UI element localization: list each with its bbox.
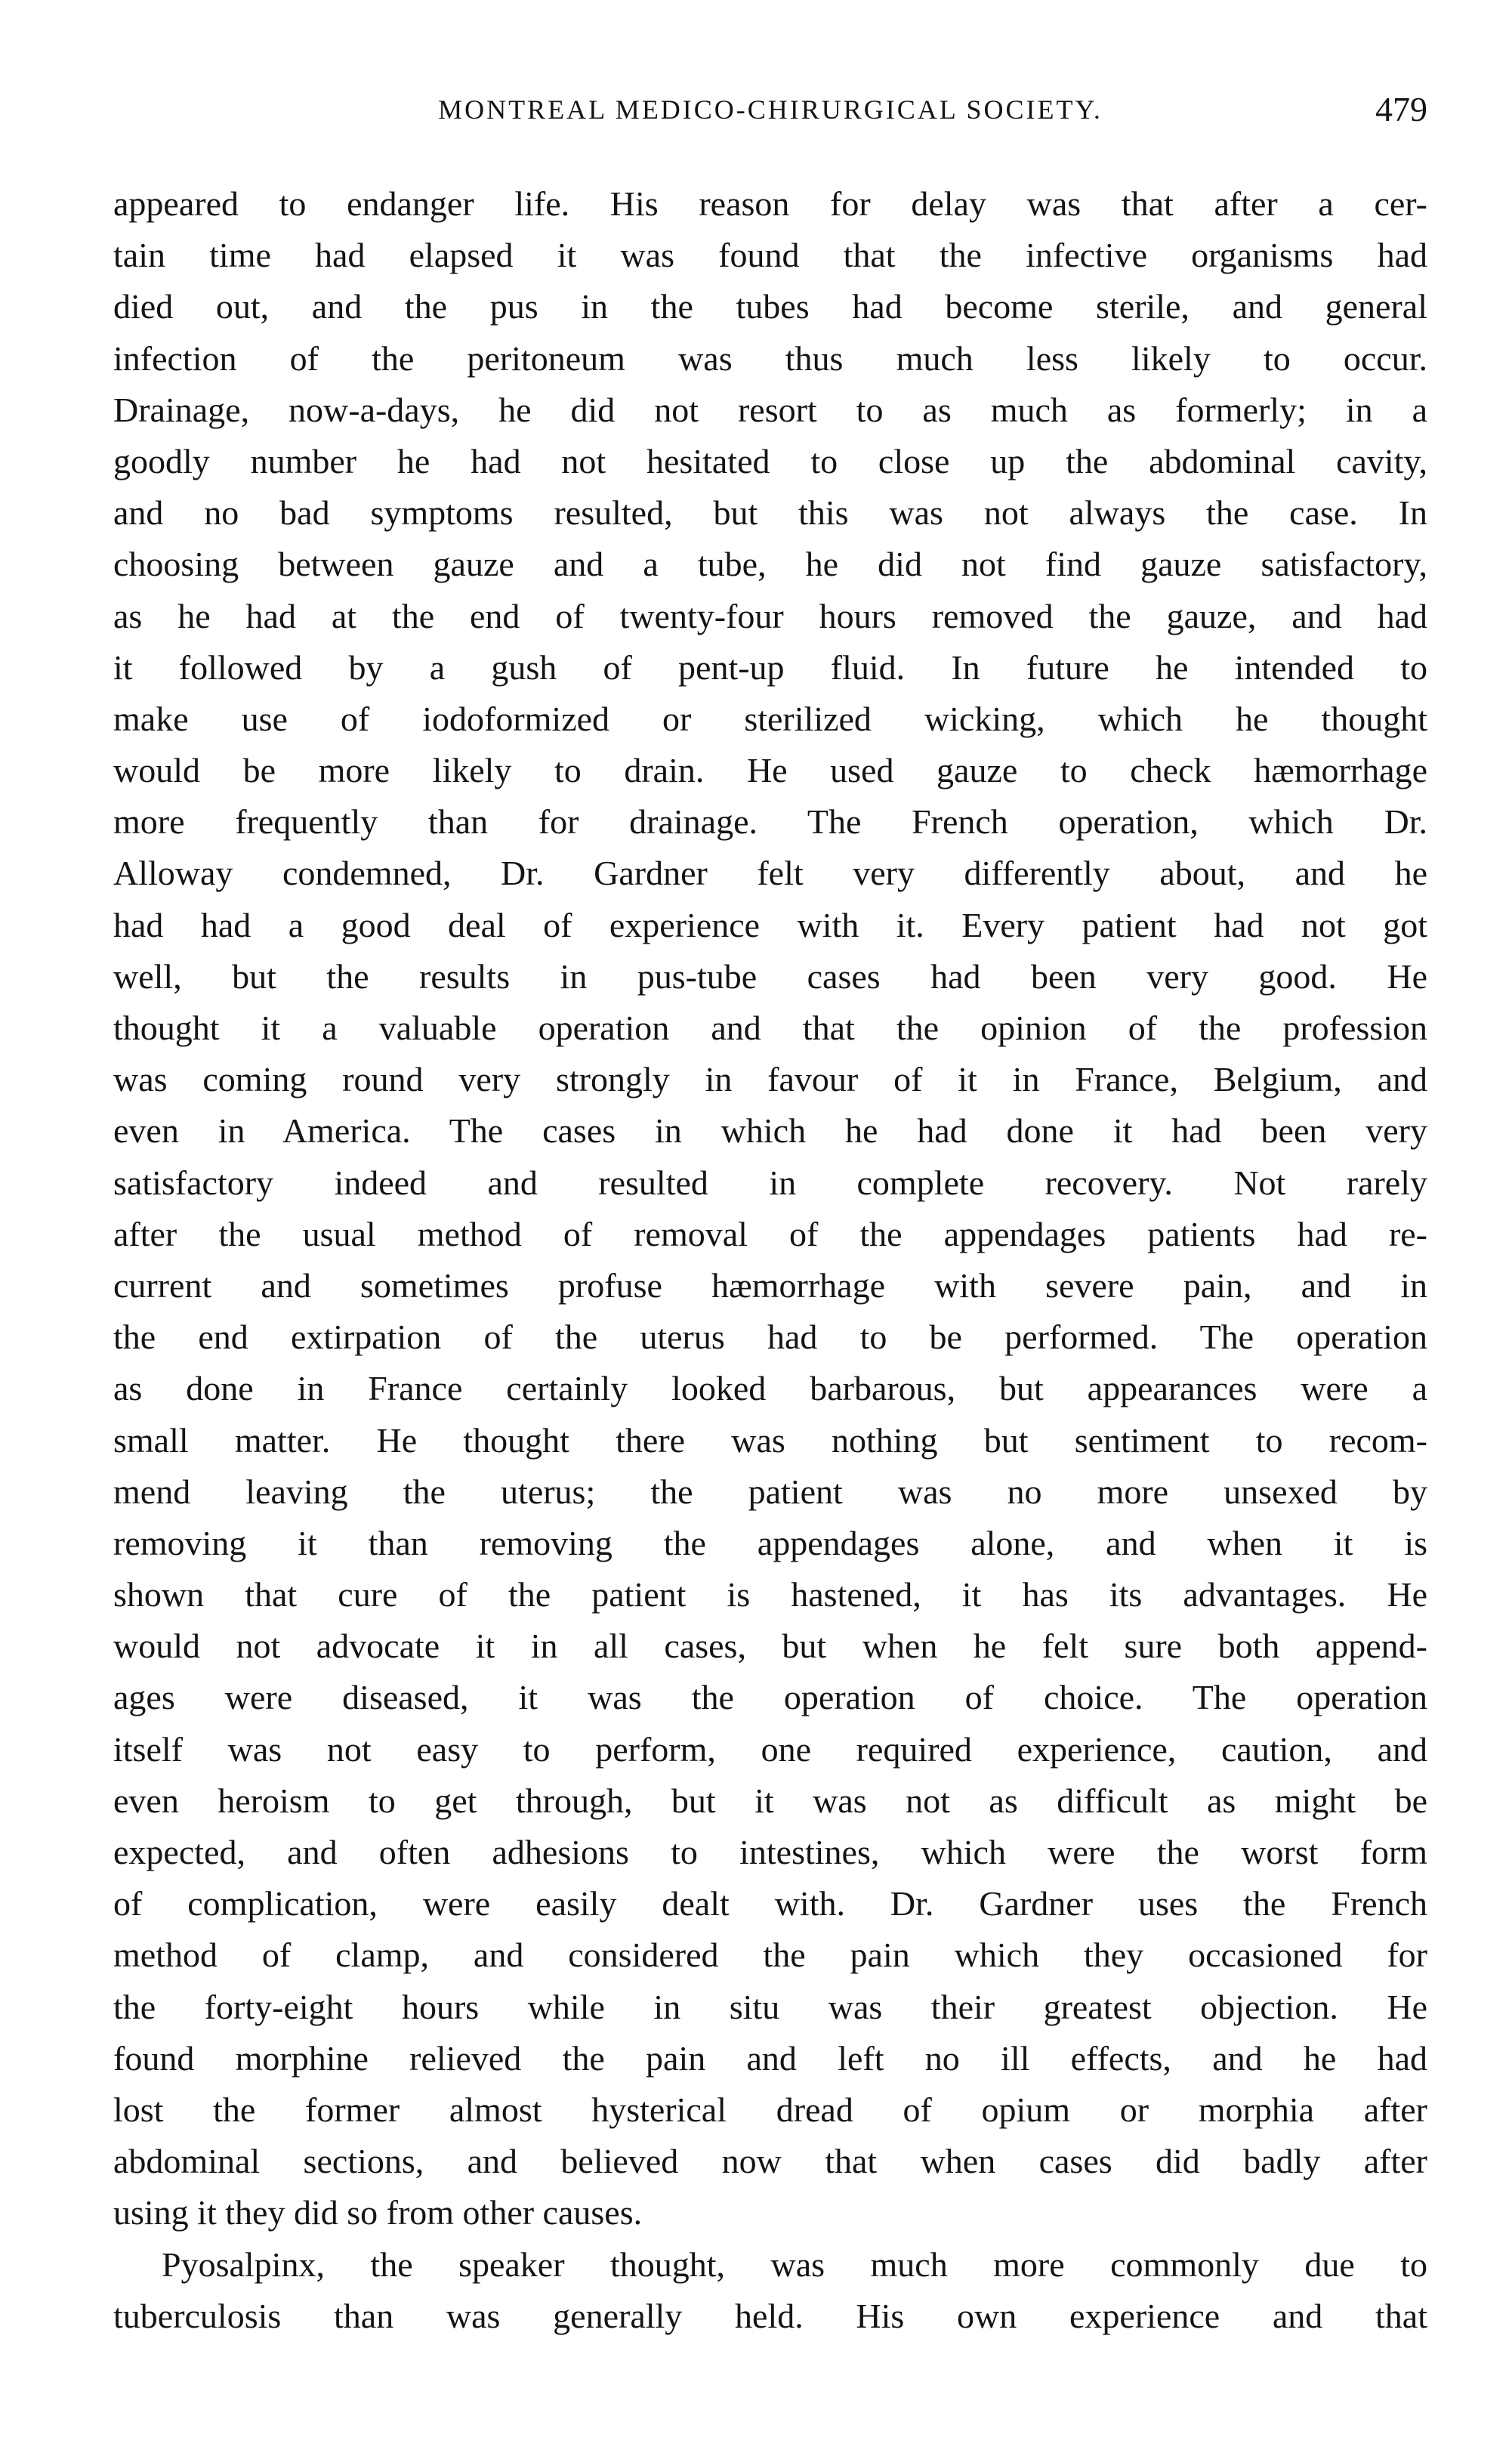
text-line: goodly number he had not hesitated to close up the abdominal cavity, bbox=[113, 441, 1427, 480]
text-line: infection of the peritoneum was thus much less likely to occur. bbox=[113, 338, 1427, 378]
text-line: Drainage, now-a-days, he did not resort to as much as formerly; in a bbox=[113, 390, 1427, 429]
text-line: mend leaving the uterus; the patient was no more unsexed by bbox=[113, 1472, 1427, 1511]
text-line: as done in France certainly looked barbarous, but appearances were a bbox=[113, 1369, 1427, 1408]
text-line: died out, and the pus in the tubes had become sterile, and general bbox=[113, 287, 1427, 326]
text-line: thought it a valuable operation and that the opinion of the profession bbox=[113, 1009, 1427, 1047]
text-line: abdominal sections, and believed now that when cases did badly after bbox=[113, 2142, 1427, 2181]
text-line: after the usual method of removal of the appendages patients had re- bbox=[113, 1214, 1427, 1253]
text-line: found morphine relieved the pain and left no ill effects, and he had bbox=[113, 2038, 1427, 2078]
text-line: and no bad symptoms resulted, but this was not always the case. In bbox=[113, 493, 1427, 533]
running-head bbox=[113, 85, 1427, 137]
text-line: appeared to endanger life. His reason for delay was that after a cer- bbox=[113, 184, 1427, 223]
text-line: using it they did so from other causes. bbox=[113, 2193, 643, 2232]
text-line: removing it than removing the appendages alone, and when it is bbox=[113, 1523, 1427, 1562]
text-line: itself was not easy to perform, one required experience, caution, and bbox=[113, 1729, 1427, 1769]
text-line: shown that cure of the patient is hastened, it has its advantages. He bbox=[113, 1575, 1427, 1614]
text-line: small matter. He thought there was nothing but sentiment to recom- bbox=[113, 1420, 1427, 1460]
text-line: tuberculosis than was generally held. His own experience and that bbox=[113, 2296, 1427, 2335]
text-line: even in America. The cases in which he had done it had been very bbox=[113, 1111, 1427, 1151]
text-line: was coming round very strongly in favour of it in France, Belgium, and bbox=[113, 1060, 1427, 1099]
text-line: current and sometimes profuse hæmorrhage with severe pain, and in bbox=[113, 1265, 1427, 1305]
text-line: tain time had elapsed it was found that the infective organisms had bbox=[113, 236, 1427, 275]
body-text bbox=[113, 178, 1427, 2342]
text-line: method of clamp, and considered the pain which they occasioned for bbox=[113, 1936, 1427, 1975]
text-line: the end extirpation of the uterus had to be performed. The operation bbox=[113, 1318, 1427, 1357]
text-line: would be more likely to drain. He used gauze to check hæmorrhage bbox=[113, 751, 1427, 790]
text-line: it followed by a gush of pent-up fluid. In future he intended to bbox=[113, 647, 1427, 687]
text-line: the forty-eight hours while in situ was their greatest objection. He bbox=[113, 1987, 1427, 2026]
text-line: expected, and often adhesions to intestines, which were the worst form bbox=[113, 1833, 1427, 1871]
text-line: even heroism to get through, but it was not as difficult as might be bbox=[113, 1781, 1427, 1820]
running-title: MONTREAL MEDICO-CHIRURGICAL SOCIETY. bbox=[438, 94, 1103, 125]
page-number: 479 bbox=[1375, 90, 1427, 128]
text-line: of complication, were easily dealt with. Dr. Gardner uses the French bbox=[113, 1884, 1427, 1923]
text-line: more frequently than for drainage. The French operation, which Dr. bbox=[113, 802, 1427, 842]
text-line: as he had at the end of twenty-four hours removed the gauze, and had bbox=[113, 596, 1427, 635]
text-line: choosing between gauze and a tube, he did not find gauze satisfactory, bbox=[113, 545, 1427, 584]
text-line: lost the former almost hysterical dread of opium or morphia after bbox=[113, 2090, 1427, 2129]
text-line: Pyosalpinx, the speaker thought, was much more commonly due to bbox=[162, 2245, 1427, 2284]
text-line: would not advocate it in all cases, but when he felt sure both append- bbox=[113, 1627, 1427, 1666]
text-line: ages were diseased, it was the operation of choice. The operation bbox=[113, 1678, 1427, 1717]
text-line: satisfactory indeed and resulted in complete recovery. Not rarely bbox=[113, 1163, 1427, 1202]
text-line: well, but the results in pus-tube cases had been very good. He bbox=[113, 956, 1427, 996]
text-line: make use of iodoformized or sterilized wicking, which he thought bbox=[113, 699, 1427, 738]
text-line: had had a good deal of experience with it. Every patient had not got bbox=[113, 905, 1427, 944]
text-line: Alloway condemned, Dr. Gardner felt very differently about, and he bbox=[113, 854, 1427, 893]
